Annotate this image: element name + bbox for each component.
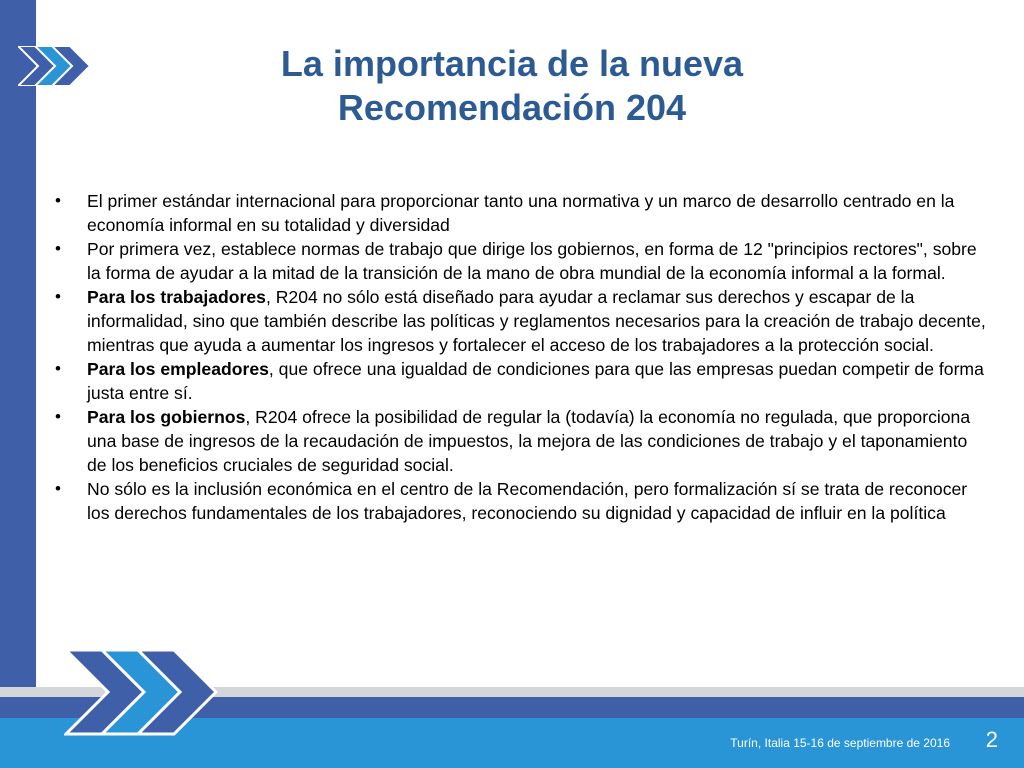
bullet-marker: • <box>55 287 61 306</box>
bullet-marker: • <box>55 191 61 210</box>
bullet-text <box>87 477 990 525</box>
bullet-text <box>87 285 990 357</box>
bullet-item <box>55 285 990 357</box>
bullet-item <box>55 405 990 477</box>
bullet-marker: • <box>55 239 61 258</box>
bullet-body: , R204 no sólo está diseñado para ayudar a reclamar sus derechos y escapar de la informalidad, sino que también describe las políticas y reglamentos necesarios para la creación de trabajo decente, mientras que ayuda a aumentar los ingresos y fortalecer el acceso de los trabajadores a la protección social. <box>87 287 986 355</box>
bullet-bold-lead: Para los trabajadores <box>87 287 266 307</box>
bullet-body: Por primera vez, establece normas de trabajo que dirige los gobiernos, en forma de 12 "principios rectores", sobre la forma de ayudar a la mitad de la transición de la mano de obra mundial de la economía informal a la formal. <box>87 239 977 283</box>
bullet-marker: • <box>55 359 61 378</box>
bullet-text <box>87 357 990 405</box>
bullet-body: El primer estándar internacional para proporcionar tanto una normativa y un marco de desarrollo centrado en la economía informal en su totalidad y diversidad <box>87 191 955 235</box>
bullet-body: , R204 ofrece la posibilidad de regular la (todavía) la economía no regulada, que proporciona una base de ingresos de la recaudación de impuestos, la mejora de las condiciones de trabajo y el taponamiento de los beneficios cruciales de seguridad social. <box>87 407 971 475</box>
left-accent-bar <box>0 0 36 768</box>
bullet-bold-lead: Para los empleadores <box>87 359 269 379</box>
bullet-text <box>87 189 990 237</box>
title-line-1: La importancia de la nueva <box>280 43 744 84</box>
chevron-right-icon <box>18 46 92 91</box>
bullet-text <box>87 237 990 285</box>
bullet-item <box>55 477 990 525</box>
bullet-bold-lead: Para los gobiernos <box>87 407 246 427</box>
bullet-item <box>55 189 990 237</box>
bullet-body: , que ofrece una igualdad de condiciones para que las empresas puedan competir de forma justa entre sí. <box>87 359 984 403</box>
bullet-item <box>55 357 990 405</box>
bullet-text <box>87 405 990 477</box>
bullet-marker: • <box>55 479 61 498</box>
bullet-marker: • <box>55 407 61 426</box>
title-line-2: Recomendación 204 <box>337 87 687 128</box>
bullet-body: No sólo es la inclusión económica en el centro de la Recomendación, pero formalización sí se trata de reconocer los derechos fundamentales de los trabajadores, reconociendo su dignidad y capacidad de influir en la política <box>87 479 968 523</box>
chevron-right-icon <box>64 646 224 741</box>
footer-location-date: Turín, Italia 15-16 de septiembre de 2016 <box>730 736 950 750</box>
bullet-list <box>55 189 990 525</box>
slide-title <box>120 42 904 130</box>
page-number: 2 <box>985 727 998 752</box>
bullet-item <box>55 237 990 285</box>
